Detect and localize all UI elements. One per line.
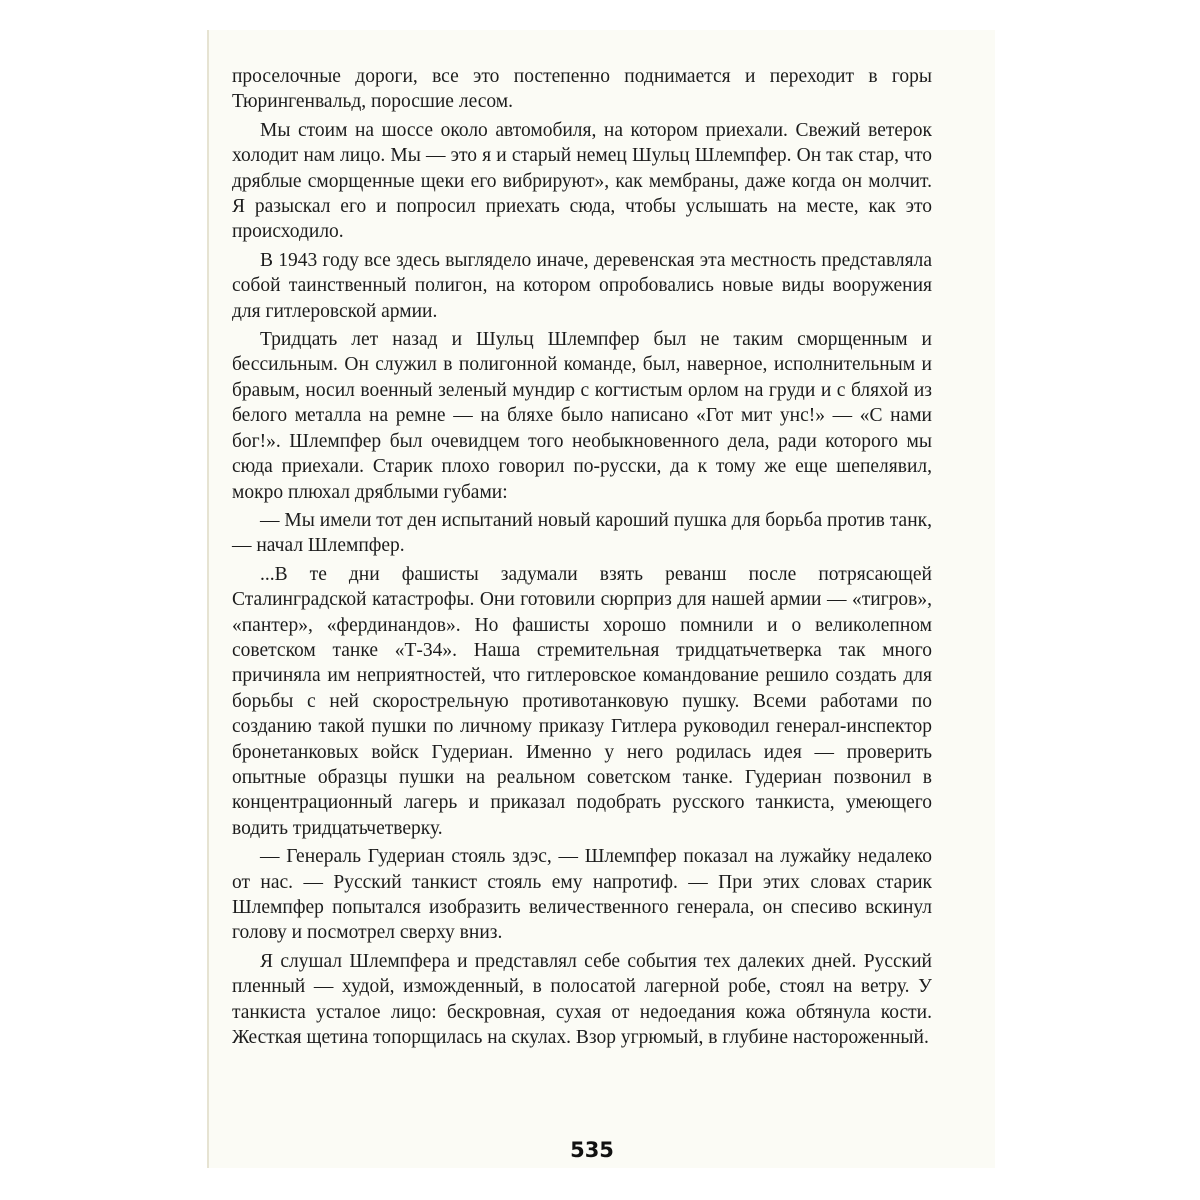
paragraph-6: ...В те дни фашисты задумали взять реванш после потрясающей Сталинградской катастрофы. Они готовили сюрприз для нашей армии — «тигров», «пантер», «фердинандов». Но фашисты хорошо помнили и о великолепном советском танке «Т-34». Наша стремительная тридцатьчетверка так много причиняла им неприятностей, что гитлеровское командование решило создать для борьбы с ней скорострельную противотанковую пушку. Всеми работами по созданию такой пушки по личному приказу Гитлера руководил генерал-инспектор бронетанковых войск Гудериан. Именно у него родилась идея — проверить опытные образцы пушки на реальном советском танке. Гудериан позвонил в концентрационный лагерь и приказал подобрать русского танкиста, умеющего водить тридцатьчетверку. bbox=[232, 563, 932, 839]
paragraph-1: проселочные дороги, все это постепенно поднимается и переходит в горы Тюрингенвальд, поросшие лесом. bbox=[232, 66, 932, 113]
paragraph-3: В 1943 году все здесь выглядело иначе, деревенская эта местность представляла собой таинственный полигон, на котором опробовались новые виды вооружения для гитлеровской армии. bbox=[232, 249, 932, 322]
body-text bbox=[232, 64, 932, 1053]
book-page bbox=[207, 30, 995, 1168]
page-number: 535 bbox=[570, 1138, 614, 1162]
paragraph-8: Я слушал Шлемпфера и представлял себе события тех далеких дней. Русский пленный — худой, изможденный, в полосатой лагерной робе, стоял на ветру. У танкиста усталое лицо: бескровная, сухая от недоедания кожа обтянула кости. Жесткая щетина топорщилась на скулах. Взор угрюмый, в глубине настороженный. bbox=[232, 950, 932, 1049]
paragraph-5: — Мы имели тот ден испытаний новый кароший пушка для борьба против танк, — начал Шлемпфер. bbox=[232, 509, 932, 557]
paragraph-7: — Генераль Гудериан стояль здэс, — Шлемпфер показал на лужайку недалеко от нас. — Русский танкист стояль ему напротиф. — При этих словах старик Шлемпфер попытался изобразить величественного генерала, он спесиво вскинул голову и посмотрел сверху вниз. bbox=[232, 846, 932, 944]
paragraph-4: Тридцать лет назад и Шульц Шлемпфер был не таким сморщенным и бессильным. Он служил в полигонной команде, был, наверное, исполнительным и бравым, носил военный зеленый мундир с когтистым орлом на груди и с бляхой из белого металла на ремне — на бляхе было написано «Гот мит унс!» — «С нами бог!». Шлемпфер был очевидцем того необыкновенного дела, ради которого мы сюда приехали. Старик плохо говорил по-русски, да к тому же еще шепелявил, мокро плюхал дряблыми губами: bbox=[232, 329, 932, 503]
paragraph-2: Мы стоим на шоссе около автомобиля, на котором приехали. Свежий ветерок холодит нам лицо. Мы — это я и старый немец Шульц Шлемпфер. Он так стар, что дряблые сморщенные щеки его вибрируют», как мембраны, даже когда он молчит. Я разыскал его и попросил приехать сюда, чтобы услышать на месте, как это происходило. bbox=[232, 119, 932, 243]
